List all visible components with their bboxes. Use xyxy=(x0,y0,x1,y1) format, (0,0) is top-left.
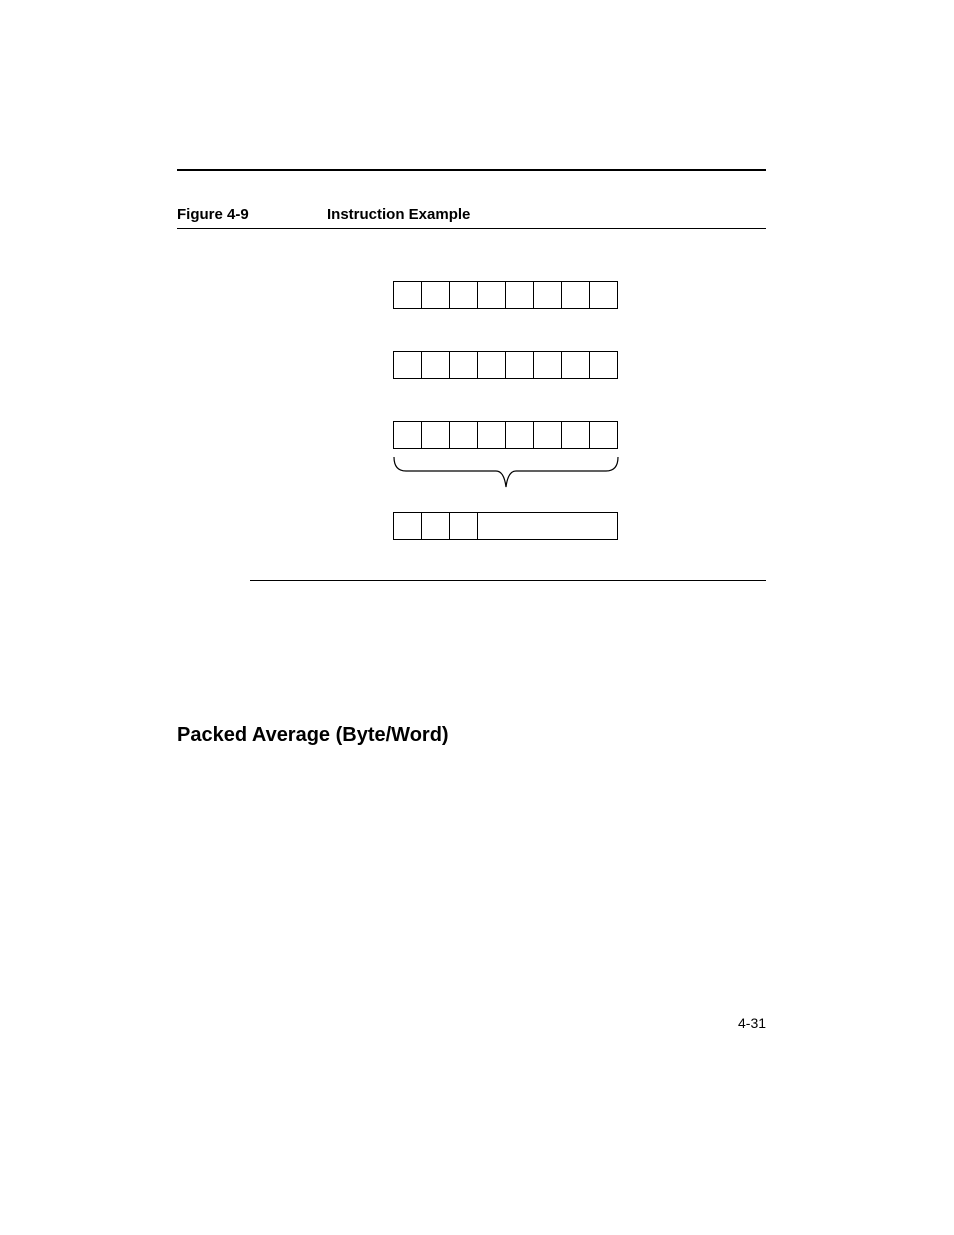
header-rule xyxy=(177,169,766,171)
figure-caption xyxy=(177,206,766,229)
register-cell xyxy=(506,422,534,448)
register-row-3 xyxy=(393,421,618,449)
register-cell xyxy=(562,422,590,448)
figure-number: Figure 4-9 xyxy=(177,206,249,223)
register-cell xyxy=(422,282,450,308)
register-row-1 xyxy=(393,281,618,309)
register-cell xyxy=(590,422,618,448)
register-cell xyxy=(394,282,422,308)
register-cell xyxy=(422,513,450,539)
register-cell xyxy=(394,513,422,539)
figure-title: Instruction Example xyxy=(327,206,471,223)
register-cell xyxy=(422,422,450,448)
register-cell xyxy=(506,352,534,378)
register-cell xyxy=(590,352,618,378)
register-cell xyxy=(422,352,450,378)
register-cell xyxy=(450,513,478,539)
register-cell xyxy=(562,352,590,378)
register-wide-cell xyxy=(478,513,617,539)
section-heading: Packed Average (Byte/Word) xyxy=(177,724,449,746)
register-row-result xyxy=(393,512,618,540)
register-cell xyxy=(534,422,562,448)
register-cell xyxy=(394,422,422,448)
register-cell xyxy=(450,282,478,308)
register-cell xyxy=(506,282,534,308)
register-cell xyxy=(478,352,506,378)
register-cell xyxy=(450,422,478,448)
figure-bottom-rule xyxy=(250,580,766,581)
register-cell xyxy=(394,352,422,378)
register-cell xyxy=(562,282,590,308)
register-cell xyxy=(450,352,478,378)
register-cell xyxy=(534,282,562,308)
register-cell xyxy=(590,282,618,308)
grouping-brace xyxy=(390,455,622,491)
register-cell xyxy=(534,352,562,378)
page-number: 4-31 xyxy=(738,1015,767,1031)
register-row-2 xyxy=(393,351,618,379)
register-cell xyxy=(478,282,506,308)
register-cell xyxy=(478,422,506,448)
